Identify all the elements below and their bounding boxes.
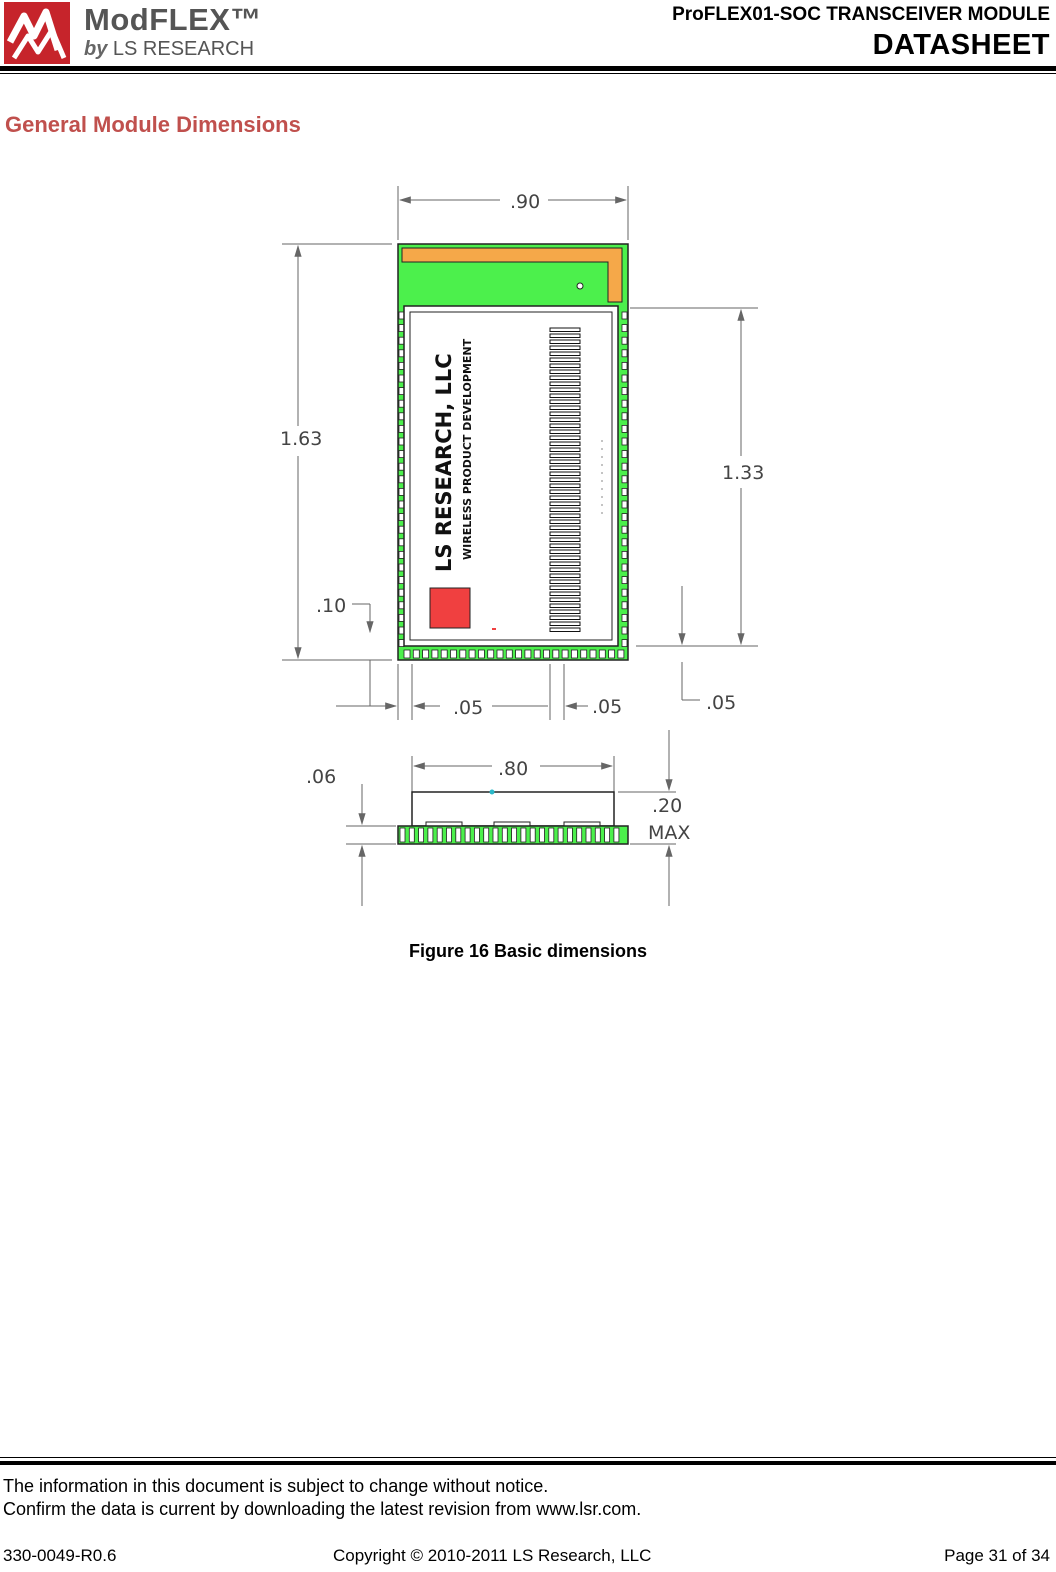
module-top-view [398,244,628,660]
module-side-view [398,790,628,845]
figure-caption: Figure 16 Basic dimensions [408,941,648,961]
logo-by: by [84,38,108,60]
footer-notice-line1: The information in this document is subject to change without notice. [3,1476,549,1496]
document-type: DATASHEET [872,29,1050,61]
logo-subtitle [84,38,254,61]
label-tagline-text: WIRELESS PRODUCT DEVELOPMENT [461,338,474,560]
shield-profile [412,792,614,826]
footer-notice-line2: Confirm the data is current by downloading the latest revision from www.lsr.com. [3,1499,642,1519]
dim-width-top: .90 [510,191,541,213]
product-title: ProFLEX01-SOC TRANSCEIVER MODULE [672,4,1050,25]
red-tick [492,628,496,630]
side-marker-dot [490,790,495,795]
logo-company: LS RESEARCH [112,38,255,60]
module-dimension-drawing [0,170,1056,920]
footer-rule-thin [0,1457,1056,1458]
dim-height-shield: 1.33 [722,462,765,484]
footer-doc-number: 330-0049-R0.6 [3,1546,117,1565]
right-edge-pads [622,312,627,647]
dim-margin-left: .05 [453,697,484,719]
fiducial-dot [577,283,583,289]
footer-rule [0,1461,1056,1465]
section-title: General Module Dimensions [5,112,301,137]
dim-height-total: 1.63 [280,428,323,450]
lsr-logo-icon [4,2,70,64]
header-rule [0,66,1056,71]
dim-margin-bottom: .05 [706,692,737,714]
dim-max-height: .20 [652,795,683,817]
red-marker [430,588,470,628]
dim-edge-offset: .10 [316,595,347,617]
dim-shield-width: .80 [498,758,529,780]
label-company-text: LS RESEARCH, LLC [432,353,456,572]
logo-title: ModFLEX™ [84,2,262,37]
dim-margin-right: .05 [592,696,623,718]
dim-max-label: MAX [648,822,691,844]
barcode [550,328,580,632]
header-rule-thin [0,73,1056,74]
header-right [672,2,1050,62]
dim-base-thickness: .06 [306,766,337,788]
footer-copyright: Copyright © 2010-2011 LS Research, LLC [333,1546,652,1565]
footer-page-number: Page 31 of 34 [944,1546,1050,1565]
company-logo [4,2,284,64]
